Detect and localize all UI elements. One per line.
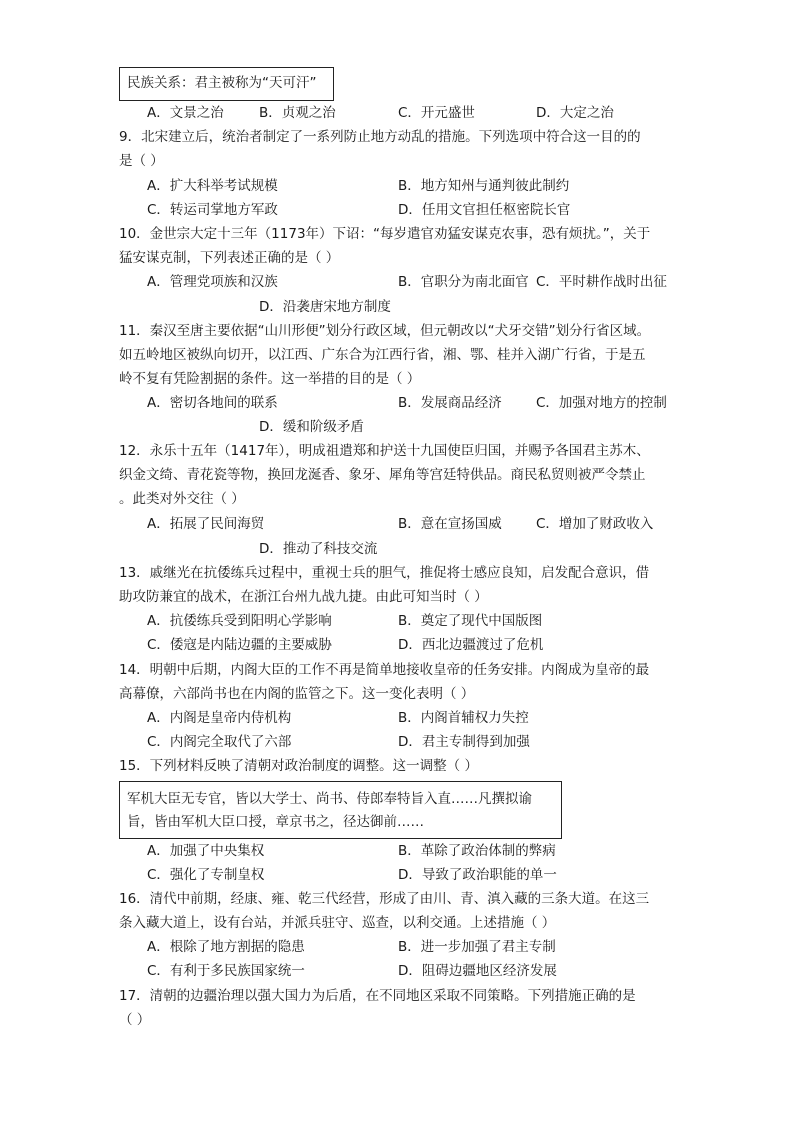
q13-option-c: C．倭寇是内陆边疆的主要威胁: [147, 637, 332, 653]
q13-stem-line2: 助攻防兼宜的战术，在浙江台州九战九捷。由此可知当时（ ）: [119, 589, 488, 605]
q15-option-d: D．导致了政治职能的单一: [398, 867, 557, 883]
q13-option-d: D．西北边疆渡过了危机: [398, 637, 544, 653]
q12-stem-line2: 织金文绮、青花瓷等物，换回龙涎香、象牙、犀角等宫廷特供品。商民私贸则被严令禁止: [119, 467, 646, 483]
q16-option-d: D．阻碍边疆地区经济发展: [398, 963, 557, 979]
q16-option-b: B．进一步加强了君主专制: [398, 939, 556, 955]
q11-option-d: D．缓和阶级矛盾: [259, 419, 364, 435]
q14-option-b: B．内阁首辅权力失控: [398, 710, 529, 726]
q10-option-b: B．官职分为南北面官: [398, 274, 529, 290]
q12-option-a: A．拓展了民间海贸: [147, 516, 265, 532]
q17-stem-line2: （ ）: [119, 1012, 151, 1028]
q14-stem-line2: 高幕僚，六部尚书也在内阁的监管之下。这一变化表明（ ）: [119, 686, 475, 702]
q11-option-a: A．密切各地间的联系: [147, 395, 278, 411]
q8-option-c: C．开元盛世: [398, 105, 475, 121]
q8-option-b: B．贞观之治: [259, 105, 336, 121]
q13-stem-line1: 13．戚继光在抗倭练兵过程中，重视士兵的胆气，推促将士感应良知，启发配合意识，借: [119, 565, 650, 581]
q14-option-d: D．君主专制得到加强: [398, 734, 530, 750]
q16-option-c: C．有利于多民族国家统一: [147, 963, 305, 979]
q9-stem-line1: 9．北宋建立后，统治者制定了一系列防止地方动乱的措施。下列选项中符合这一目的的: [119, 129, 641, 145]
q12-option-d: D．推动了科技交流: [259, 541, 378, 557]
q12-option-c: C．增加了财政收入: [536, 516, 654, 532]
q8-option-d: D．大定之治: [536, 105, 614, 121]
q14-option-c: C．内阁完全取代了六部: [147, 734, 292, 750]
q16-stem-line2: 条入藏大道上，设有台站，并派兵驻守、巡查，以利交通。上述措施（ ）: [119, 915, 556, 931]
q15-option-c: C．强化了专制皇权: [147, 867, 265, 883]
q14-stem-line1: 14．明朝中后期，内阁大臣的工作不再是简单地接收皇帝的任务安排。内阁成为皇帝的最: [119, 662, 650, 678]
q11-stem-line3: 岭不复有凭险割据的条件。这一举措的目的是（ ）: [119, 371, 421, 387]
q9-option-d: D．任用文官担任枢密院长官: [398, 202, 571, 218]
q10-option-c: C．平时耕作战时出征: [536, 274, 667, 290]
q9-option-c: C．转运司掌地方军政: [147, 202, 278, 218]
q13-option-b: B．奠定了现代中国版图: [398, 613, 543, 629]
q11-option-c: C．加强对地方的控制: [536, 395, 667, 411]
q14-option-a: A．内阁是皇帝内侍机构: [147, 710, 292, 726]
q10-option-d: D．沿袭唐宋地方制度: [259, 299, 391, 315]
q16-stem-line1: 16．清代中前期，经康、雍、乾三代经营，形成了由川、青、滇入藏的三条大道。在这三: [119, 891, 650, 907]
material-line2: 旨，皆由军机大臣口授，章京书之，径达御前……: [127, 814, 424, 830]
q9-option-a: A．扩大科举考试规模: [147, 178, 278, 194]
q11-option-b: B．发展商品经济: [398, 395, 502, 411]
q10-option-a: A．管理党项族和汉族: [147, 274, 278, 290]
q12-stem-line1: 12．永乐十五年（1417年），明成祖遣郑和护送十九国使臣归国，并赐予各国君主苏木、: [119, 443, 650, 459]
q15-option-b: B．革除了政治体制的弊病: [398, 843, 556, 859]
q9-option-b: B．地方知州与通判彼此制约: [398, 178, 570, 194]
material-text: 民族关系：君主被称为“天可汗”: [127, 75, 317, 91]
q16-option-a: A．根除了地方割据的隐患: [147, 939, 305, 955]
q8-option-a: A．文景之治: [147, 105, 224, 121]
q15-option-a: A．加强了中央集权: [147, 843, 265, 859]
q13-option-a: A．抗倭练兵受到阳明心学影响: [147, 613, 332, 629]
q12-option-b: B．意在宣扬国威: [398, 516, 502, 532]
q11-stem-line2: 如五岭地区被纵向切开，以江西、广东合为江西行省，湘、鄂、桂并入湖广行省，于是五: [119, 347, 646, 363]
q10-stem-line2: 猛安谋克制，下列表述正确的是（ ）: [119, 250, 340, 266]
q12-stem-line3: 。此类对外交往（ ）: [119, 491, 245, 507]
q15-stem-line1: 15．下列材料反映了清朝对政治制度的调整。这一调整（ ）: [119, 758, 478, 774]
q11-stem-line1: 11．秦汉至唐主要依据“山川形便”划分行政区域，但元朝改以“犬牙交错”划分行省区域。: [119, 323, 651, 339]
q10-stem-line1: 10．金世宗大定十三年（1173年）下诏：“每岁遣官劝猛安谋克农事，恐有烦扰。”，关于: [119, 226, 651, 242]
q17-stem-line1: 17．清朝的边疆治理以强大国力为后盾，在不同地区采取不同策略。下列措施正确的是: [119, 988, 636, 1004]
q9-stem-line2: 是（ ）: [119, 153, 164, 169]
material-line1: 军机大臣无专官，皆以大学士、尚书、侍郎奉特旨入直……凡撰拟谕: [127, 791, 532, 807]
